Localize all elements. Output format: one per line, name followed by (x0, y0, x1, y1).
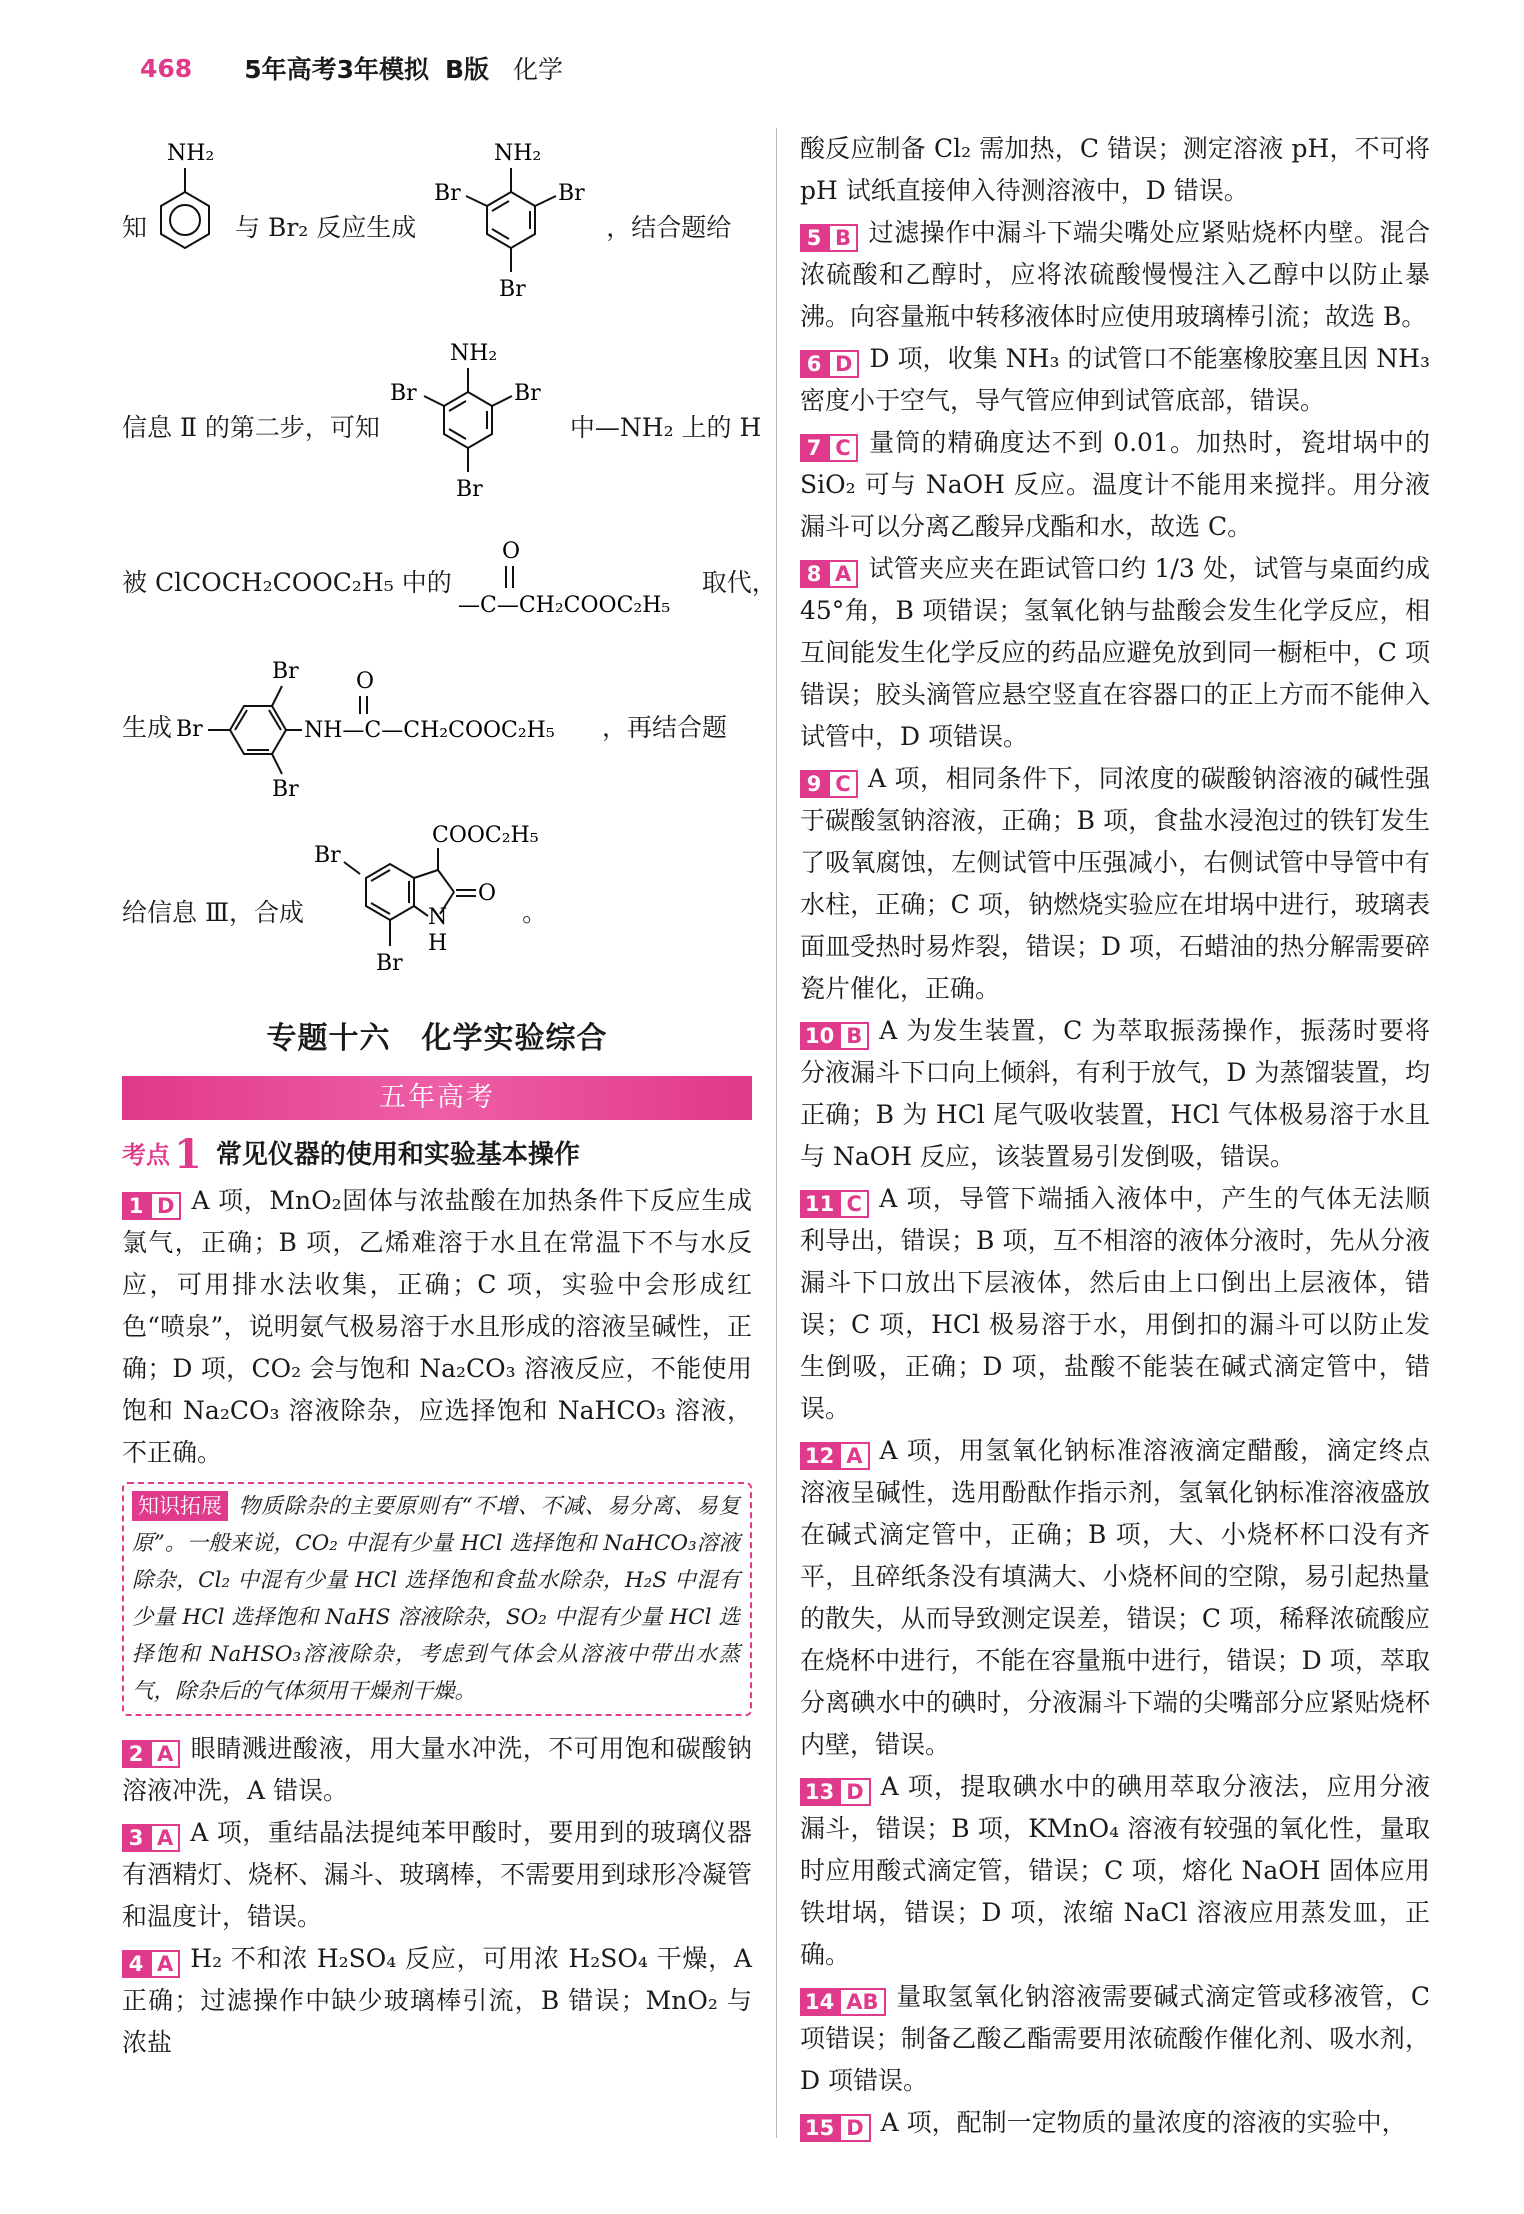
topic-number: 1 (174, 1131, 202, 1178)
oxindole-product-structure (304, 818, 539, 1008)
answer-item (800, 1178, 1430, 1430)
svg-text:Br: Br (499, 277, 526, 302)
answer-tag: 15 D (800, 2114, 871, 2142)
svg-text:O: O (478, 881, 497, 906)
answer-tag: 9 C (800, 770, 858, 798)
svg-text:O: O (356, 669, 375, 694)
page-header (140, 48, 563, 88)
svg-text:Br: Br (434, 181, 461, 206)
section-title: 专题十六 化学实验综合 (266, 1021, 608, 1056)
subject-label: 化学 (513, 55, 564, 84)
svg-text:Br: Br (272, 659, 299, 684)
svg-text:Br: Br (389, 381, 417, 406)
chem-text: ，结合题给 (606, 213, 732, 242)
answer-text: H₂ 不和浓 H₂SO₄ 反应，可用浓 H₂SO₄ 干燥，A 正确；过滤操作中缺少玻璃棒引流，B 错误；MnO₂ 与浓盐 (122, 1944, 752, 2057)
acyl-group-structure (452, 528, 702, 638)
continued-text: 酸反应制备 Cl₂ 需加热，C 错误；测定溶液 pH，不可将 pH 试纸直接伸入待测溶液中，D 错误。 (800, 134, 1430, 205)
answer-tag: 10 B (800, 1022, 869, 1050)
svg-text:—C—CH₂COOC₂H₅: —C—CH₂COOC₂H₅ (457, 593, 670, 618)
chem-text: 与 Br₂ 反应生成 (235, 213, 417, 242)
svg-text:N: N (428, 905, 448, 930)
answer-item (800, 212, 1430, 338)
answer-text: D 项，收集 NH₃ 的试管口不能塞橡胶塞且因 NH₃ 密度小于空气，导气管应伸到试管底部，错误。 (800, 344, 1430, 415)
chem-row-5 (122, 818, 752, 1008)
answer-item (800, 1766, 1430, 1976)
answer-tag: 8 A (800, 560, 858, 588)
answer-text: A 项，相同条件下，同浓度的碳酸钠溶液的碱性强于碳酸氢钠溶液，正确；B 项，食盐水浸泡过的铁钉发生了吸氧腐蚀，左侧试管中压强减小，右侧试管中导管中有水柱，正确；C 项，钠燃烧实验应在坩埚中进行，玻璃表面皿受热时易炸裂，错误；D 项，石蜡油的热分解需要碎瓷片催化，正确。 (800, 764, 1430, 1003)
svg-text:COOC₂H₅: COOC₂H₅ (432, 823, 539, 848)
edition-label: B版 (444, 55, 490, 84)
right-column (800, 128, 1430, 2144)
chem-text: 被 ClCOCH₂COOC₂H₅ 中的 (122, 568, 452, 597)
answer-item (800, 758, 1430, 1010)
answer-text: 量筒的精确度达不到 0.01。加热时，瓷坩埚中的 SiO₂ 可与 NaOH 反应。温度计不能用来搅拌。用分液漏斗可以分离乙酸异戊酯和水，故选 C。 (800, 428, 1430, 541)
svg-text:NH₂: NH₂ (167, 141, 215, 166)
svg-text:Br: Br (513, 381, 541, 406)
answer-tag: 2 A (122, 1740, 180, 1768)
tribromoaniline-structure (416, 128, 606, 328)
knowledge-label: 知识拓展 (132, 1491, 228, 1521)
answer-item (800, 1010, 1430, 1178)
answer-tag: 5 B (800, 224, 858, 252)
tribromoaniline-structure (380, 328, 560, 528)
answer-tag: 7 C (800, 434, 858, 462)
topic-text: 常见仪器的使用和实验基本操作 (215, 1140, 580, 1170)
answer-tag: 12 A (800, 1442, 870, 1470)
svg-text:Br: Br (314, 843, 341, 868)
answer-item (122, 1180, 752, 1474)
answer-text: 量取氢氧化钠溶液需要碱式滴定管或移液管，C 项错误；制备乙酸乙酯需要用浓硫酸作催化剂、吸水剂，D 项错误。 (800, 1982, 1430, 2095)
answer-item (800, 1430, 1430, 1766)
chem-text: 给信息 Ⅲ，合成 (122, 898, 305, 927)
answer-text: 过滤操作中漏斗下端尖嘴处应紧贴烧杯内壁。混合浓硫酸和乙醇时，应将浓硫酸慢慢注入乙醇中以防止暴沸。向容量瓶中转移液体时应使用玻璃棒引流；故选 B。 (800, 218, 1430, 331)
answer-text: A 项，配制一定物质的量浓度的溶液的实验中， (880, 2108, 1407, 2137)
answer-item (800, 548, 1430, 758)
topic-heading (122, 1131, 752, 1178)
chem-text: ，再结合题 (602, 713, 728, 742)
svg-text:H: H (428, 931, 448, 956)
svg-text:Br: Br (176, 717, 203, 742)
answer-item (800, 2102, 1430, 2144)
page-number: 468 (140, 53, 193, 83)
svg-text:O: O (501, 539, 520, 564)
answer-text: A 项，MnO₂固体与浓盐酸在加热条件下反应生成氯气，正确；B 项，乙烯难溶于水且在常温下不与水反应，可用排水法收集，正确；C 项，实验中会形成红色“喷泉”，说明氨气极易溶于水且形成的溶液呈碱性，正确；D 项，CO₂ 会与饱和 Na₂CO₃ 溶液反应，不能使用饱和 Na₂CO₃ 溶液除杂，应选择饱和 NaHCO₃ 溶液，不正确。 (122, 1186, 752, 1467)
answer-text: A 为发生装置，C 为萃取振荡操作，振荡时要将分液漏斗下口向上倾斜，有利于放气，D 为蒸馏装置，均正确；B 为 HCl 尾气吸收装置，HCl 气体极易溶于水且与 NaOH 反应，该装置易引发倒吸，错误。 (800, 1016, 1430, 1171)
chem-row-2 (122, 328, 762, 528)
svg-text:NH—C—CH₂COOC₂H₅: NH—C—CH₂COOC₂H₅ (304, 718, 555, 743)
chem-text: 信息 Ⅱ 的第二步，可知 (122, 413, 380, 442)
answer-item (800, 1976, 1430, 2102)
svg-text:Br: Br (455, 477, 483, 502)
column-divider (776, 128, 777, 2138)
topic-label: 考点 (122, 1141, 170, 1169)
answer-item (122, 1938, 752, 2064)
book-title: 5年高考3年模拟 (244, 55, 429, 84)
svg-text:Br: Br (376, 951, 403, 976)
answer-tag: 4 A (122, 1950, 180, 1978)
aniline-structure (147, 128, 227, 328)
svg-text:Br: Br (272, 777, 299, 802)
answer-tag: 13 D (800, 1778, 871, 1806)
chem-row-1 (122, 128, 752, 328)
answer-item (122, 1812, 752, 1938)
chem-row-4 (122, 638, 752, 818)
answer-text: A 项，重结晶法提纯苯甲酸时，要用到的玻璃仪器有酒精灯、烧杯、漏斗、玻璃棒，不需要用到球形冷凝管和温度计，错误。 (122, 1818, 752, 1931)
left-column (122, 128, 777, 2064)
answer-text: 试管夹应夹在距试管口约 1/3 处，试管与桌面约成 45°角，B 项错误；氢氧化钠与盐酸会发生化学反应，相互间能发生化学反应的药品应避免放到同一橱柜中，C 项错误；胶头滴管应悬空竖直在容器口的正上方而不能伸入试管中，D 项错误。 (800, 554, 1430, 751)
chem-row-3 (122, 528, 777, 638)
section-banner: 五年高考 (122, 1076, 752, 1120)
answer-text: 眼睛溅进酸液，用大量水冲洗，不可用饱和碳酸钠溶液冲洗，A 错误。 (122, 1734, 752, 1805)
chem-text: 生成 (122, 713, 173, 742)
answer-text: A 项，提取碘水中的碘用萃取分液法，应用分液漏斗，错误；B 项，KMnO₄ 溶液有较强的氧化性，量取时应用酸式滴定管，错误；C 项，熔化 NaOH 固体应用铁坩埚，错误；D 项，浓缩 NaCl 溶液应用蒸发皿，正确。 (800, 1772, 1430, 1969)
svg-text:Br: Br (558, 181, 585, 206)
answer-text: A 项，导管下端插入液体中，产生的气体无法顺利导出，错误；B 项，互不相溶的液体分液时，先从分液漏斗下口放出下层液体，然后由上口倒出上层液体，错误；C 项，HCl 极易溶于水，用倒扣的漏斗可以防止发生倒吸，正确；D 项，盐酸不能装在碱式滴定管中，错误。 (800, 1184, 1430, 1423)
answer-item (122, 1728, 752, 1812)
answer-item (800, 338, 1430, 422)
knowledge-box (122, 1482, 752, 1716)
chem-text: 知 (122, 213, 148, 242)
svg-text:NH₂: NH₂ (449, 341, 498, 366)
answer-tag: 1 D (122, 1192, 181, 1220)
answer-text: A 项，用氢氧化钠标准溶液滴定醋酸，滴定终点溶液呈碱性，选用酚酞作指示剂，氢氧化钠标准溶液盛放在碱式滴定管中，正确；B 项，大、小烧杯杯口没有齐平，且碎纸条没有填满大、小烧杯间的空隙，易引起热量的散失，从而导致测定误差，错误；C 项，稀释浓硫酸应在烧杯中进行，不能在容量瓶中进行，错误；D 项，萃取分离碘水中的碘时，分液漏斗下端的尖嘴部分应紧贴烧杯内壁，错误。 (800, 1436, 1430, 1759)
chem-text: 。 (522, 898, 548, 927)
answer-tag: 6 D (800, 350, 859, 378)
answer-item (800, 422, 1430, 548)
answer-tag: 14 AB (800, 1988, 886, 2016)
answer-tag: 11 C (800, 1190, 869, 1218)
knowledge-text: 物质除杂的主要原则有“不增、不减、易分离、易复原”。一般来说，CO₂ 中混有少量 HCl 选择饱和 NaHCO₃溶液除杂，Cl₂ 中混有少量 HCl 选择饱和食盐水除杂，H₂S 中混有少量 HCl 选择饱和 NaHS 溶液除杂，SO₂ 中混有少量 HCl 选择饱和 NaHSO₃溶液除杂，考虑到气体会从溶液中带出水蒸气，除杂后的气体须用干燥剂干燥。 (132, 1494, 740, 1704)
amide-product-structure (172, 638, 602, 818)
svg-text:NH₂: NH₂ (494, 141, 542, 166)
chem-text: 中—NH₂ 上的 H (569, 413, 762, 442)
chem-text: 取代， (701, 568, 777, 597)
answer-tag: 3 A (122, 1824, 180, 1852)
